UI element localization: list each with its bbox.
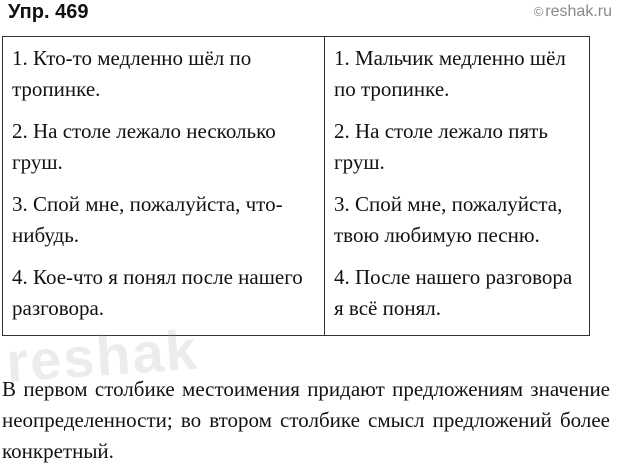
comparison-table <box>2 36 590 336</box>
right-item-1: 1. Мальчик медленно шёл по тропинке. <box>334 46 566 101</box>
table-row <box>3 37 590 336</box>
right-item-4: 4. После нашего разговора я всё понял. <box>334 265 573 320</box>
left-item-3: 3. Спой мне, пожалуйста, что-нибудь. <box>12 192 283 247</box>
copyright-icon: © <box>533 4 544 19</box>
left-column <box>3 37 325 336</box>
left-item-2: 2. На столе лежало несколько груш. <box>12 119 276 174</box>
left-item-4: 4. Кое-что я понял после нашего разговора. <box>12 265 303 320</box>
exercise-title: Упр. 469 <box>8 1 89 23</box>
site-credit <box>534 1 612 23</box>
site-name: reshak.ru <box>545 3 612 20</box>
right-column <box>325 37 590 336</box>
right-item-3: 3. Спой мне, пожалуйста, твою любимую песню. <box>334 192 563 247</box>
watermark: reshak <box>4 317 201 394</box>
left-item-1: 1. Кто-то медленно шёл по тропинке. <box>12 46 252 101</box>
right-item-2: 2. На столе лежало пять груш. <box>334 119 548 174</box>
conclusion-paragraph: В первом столбике местоимения придают предложениям значение неопределенности; во втором столбике смысл предложений более конкретный. <box>2 377 610 463</box>
